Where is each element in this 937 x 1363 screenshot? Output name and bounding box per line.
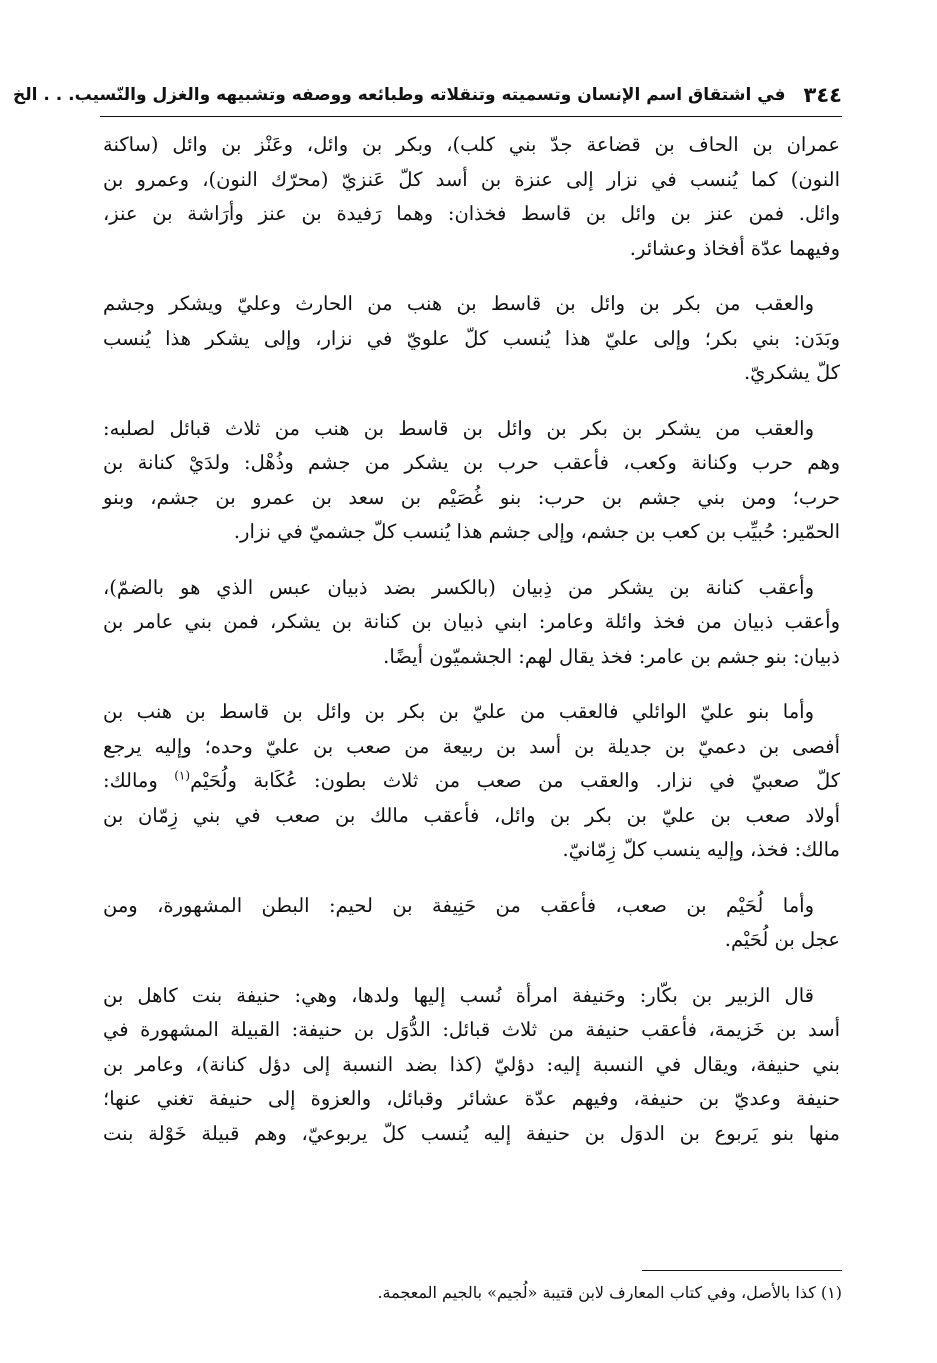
text-line: الحمّير: حُبيِّب بن كعب بن جشم، وإلى جشم هذا يُنسب كلّ جشميّ في نزار. — [233, 520, 840, 543]
text-line: كلّ صعبيّ في نزار. والعقب من صعب من ثلاث بطون: عُكَابة ولُحَيْم$^{(١)}$ ومالك: — [103, 768, 841, 792]
text-line: كلّ يشكريّ. — [743, 361, 840, 384]
footnote-reference[interactable]: (١) — [174, 768, 191, 783]
paragraph — [103, 571, 840, 675]
text-line: حرب؛ ومن بني جشم بن حرب: بنو غُصَيْم بن سعد بن عمرو بن جشم، وبنو — [103, 485, 840, 509]
text-line: منها بنو يَربوع بن الدوَل بن حنيفة إليه يُنسب كلّ يربوعيّ، وهم قبيلة خَوْلة بنت — [103, 1121, 840, 1145]
text-line: عجل بن لُحَيْم. — [724, 928, 840, 951]
text-line: وهم حرب وكنانة وكعب، فأعقب حرب بن يشكر من جشم وذُهْل: ولدَيْ كنانة بن — [103, 451, 840, 474]
page-header — [13, 78, 842, 112]
text-line: بني حنيفة، ويقال في النسبة إليه: دؤليّ (كذا بضد النسبة إلى دؤل كنانة)، وعامر بن — [103, 1052, 840, 1076]
paragraph — [103, 128, 840, 266]
footnote-rule — [642, 1270, 842, 1271]
text-line: أولاد صعب بن عليّ بن بكر بن وائل، فأعقب مالك بن صعب في بني زِمّان بن — [103, 803, 840, 827]
paragraph — [103, 287, 840, 391]
footnote: (١) كذا بالأصل، وفي كتاب المعارف لابن قتيبة «لُجيم» بالجيم المعجمة. — [377, 1283, 842, 1302]
text-line: وفيهما عدّة أفخاذ وعشائر. — [629, 236, 840, 260]
paragraph — [103, 695, 840, 868]
text-line: وأعقب ذبيان من فخذ وائلة وعامر: ابني ذبيان بن كنانة بن يشكر، فمن بني عامر بن — [103, 610, 840, 633]
body-text — [103, 128, 840, 1172]
text-line: وائل. فمن عنز بن وائل بن قاسط فخذان: وهما رَفيدة بن عنز وأرَاشة بن عنز، — [103, 202, 840, 225]
text-line: وبَدَن: بني بكر؛ وإلى عليّ هذا يُنسب كلّ علويّ في نزار، وإلى يشكر هذا يُنسب — [103, 326, 840, 350]
paragraph — [103, 889, 840, 958]
header-rule — [100, 116, 842, 117]
text-line: والعقب من يشكر بن بكر بن وائل بن قاسط بن هنب من ثلاث قبائل لصلبه: — [103, 416, 814, 440]
text-line: النون) كما يُنسب في نزار إلى عنزة بن أسد كلّ عَنزيّ (محرّك النون)، وعمرو بن — [103, 167, 840, 191]
text-line: أفصى بن دعميّ بن جديلة بن أسد بن ربيعة من صعب بن عليّ وحده؛ وإليه يرجع — [103, 734, 840, 758]
text-line: وأعقب كنانة بن يشكر من ذِبيان (بالكسر بضد ذبيان عبس الذي هو بالضمّ)، — [103, 575, 814, 599]
running-title: في اشتقاق اسم الإنسان وتسميته وتنقلاته وطبائعه ووصفه وتشبيهه والغزل والنّسيب. . . الخ — [13, 85, 786, 105]
text-line: مالك: فخذ، وإليه ينسب كلّ زِمّانيّ. — [562, 838, 840, 861]
text-line: حنيفة وعديّ بن حنيفة، وفيهم عدّة عشائر وقبائل، والعزوة إلى حنيفة تغني عنها؛ — [103, 1087, 840, 1110]
text-line: أسد بن خَزيمة، فأعقب حنيفة من ثلاث قبائل: الدُّوَل بن حنيفة: القبيلة المشهورة في — [103, 1018, 840, 1041]
text-line: قال الزبير بن بكّار: وحَنيفة امرأة نُسب إليها ولدها، وهي: حنيفة بنت كاهل بن — [103, 983, 814, 1007]
text-line: والعقب من بكر بن وائل بن قاسط بن هنب من الحارث وعليّ ويشكر وجشم — [103, 292, 814, 315]
text-line: عمران بن الحاف بن قضاعة جدّ بني كلب)، وبكر بن وائل، وعَنْز بن وائل (ساكنة — [103, 133, 840, 156]
paragraph — [103, 979, 840, 1152]
text-line: وأما لُحَيْم بن صعب، فأعقب من حَنِيفة بن لحيم: البطن المشهورة، ومن — [103, 893, 814, 917]
text-line: ذبيان: بنو جشم بن عامر: فخذ يقال لهم: الجشميّون أيضًا. — [383, 644, 840, 668]
text-line: وأما بنو عليّ الوائلي فالعقب من عليّ بن بكر بن وائل بن قاسط بن هنب بن — [103, 700, 814, 723]
page-number: ٣٤٤ — [803, 83, 842, 107]
paragraph — [103, 412, 840, 550]
